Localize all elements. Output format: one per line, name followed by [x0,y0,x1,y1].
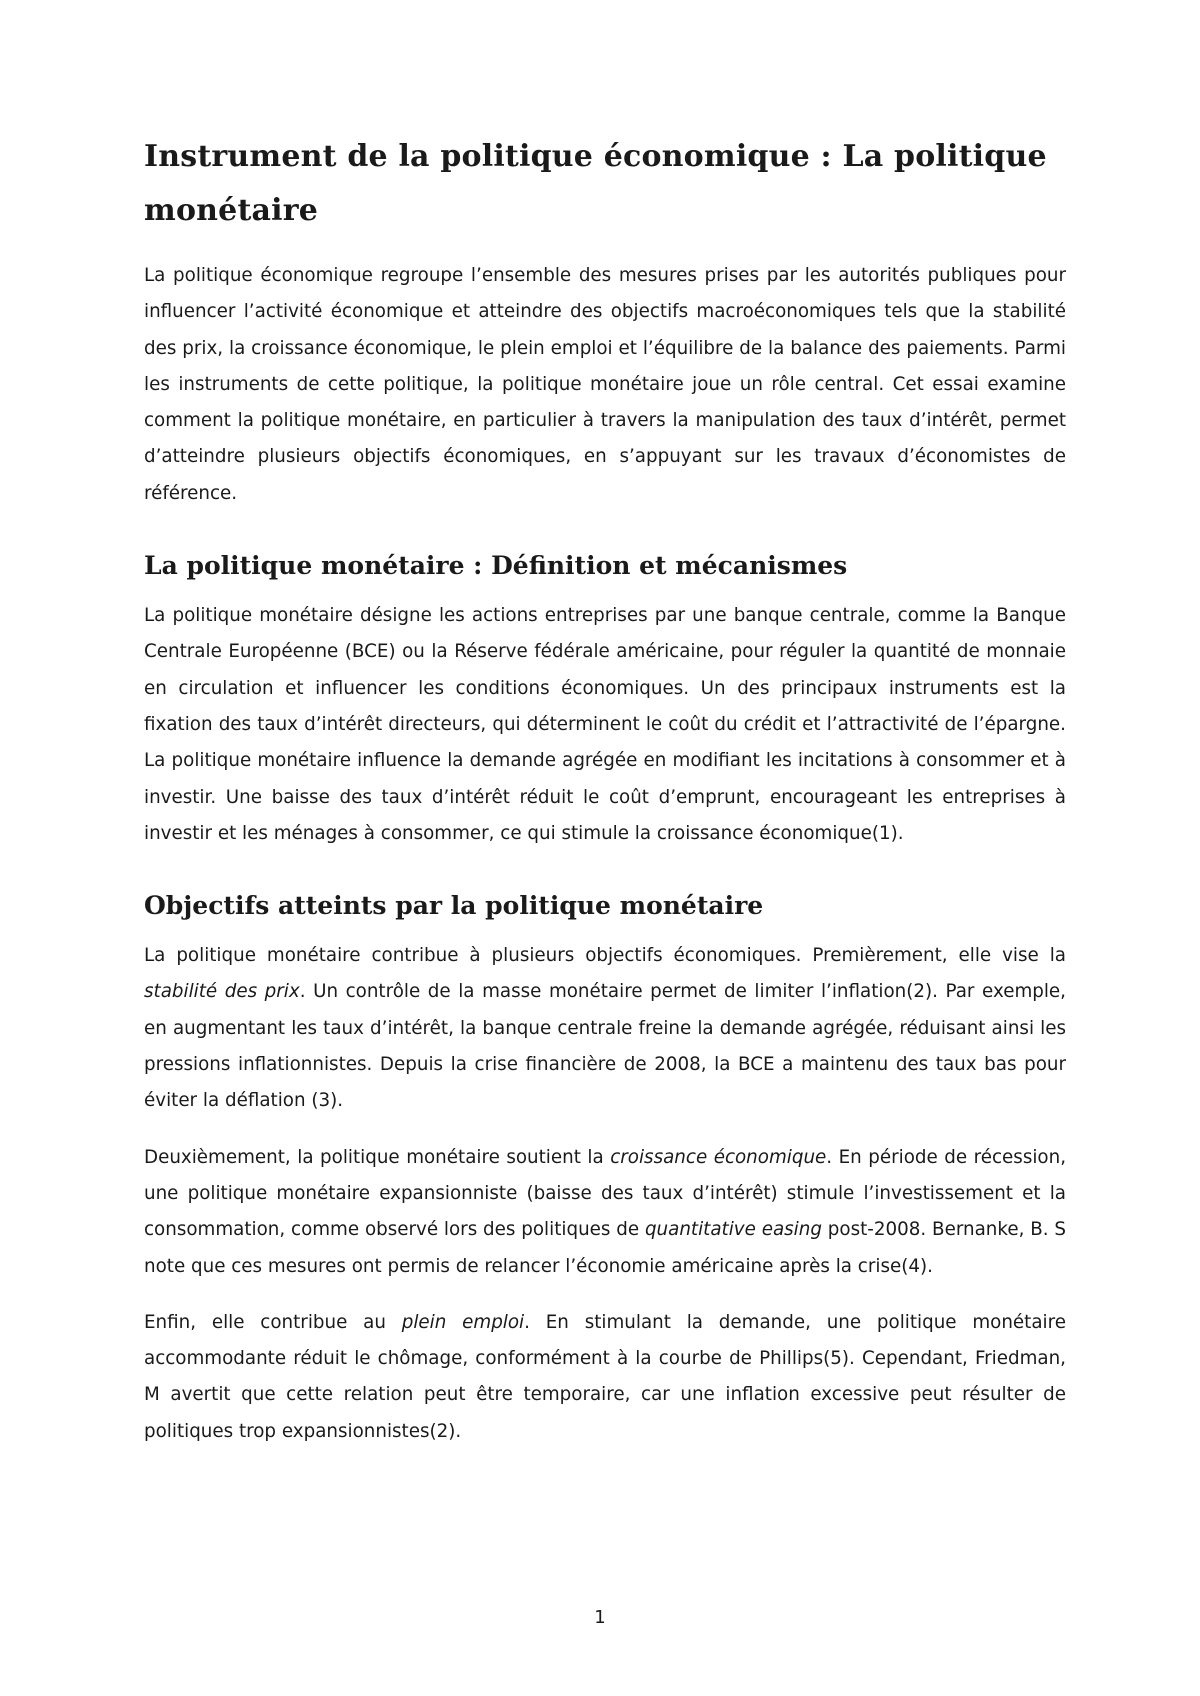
text-run: Deuxièmement, la politique monétaire soutient la [144,1146,611,1168]
objectives-paragraph-2 [144,1140,1066,1285]
text-run: . Un contrôle de la masse monétaire permet de limiter l’inflation(2). Par exemple, en augmentant les taux d’intérêt, la banque centrale freine la demande agrégée, réduisant ainsi les pressions inflationnistes. Depuis la crise financière de 2008, la BCE a maintenu des taux bas pour éviter la déflation (3). [144,981,1066,1112]
text-run: La politique monétaire contribue à plusieurs objectifs économiques. Premièrement, elle vise la [144,945,1066,967]
section-heading-definition: La politique monétaire : Définition et mécanismes [144,551,848,581]
section-heading-objectives: Objectifs atteints par la politique monétaire [144,891,764,921]
text-run: Enfin, elle contribue au [144,1311,402,1333]
document-page [144,130,1066,1450]
definition-paragraph: La politique monétaire désigne les actions entreprises par une banque centrale, comme la Banque Centrale Européenne (BCE) ou la Réserve fédérale américaine, pour réguler la quantité de monnaie en circulation et influencer les conditions économiques. Un des principaux instruments est la fixation des taux d’intérêt directeurs, qui déterminent le coût du crédit et l’attractivité de l’épargne. La politique monétaire influence la demande agrégée en modifiant les incitations à consommer et à investir. Une baisse des taux d’intérêt réduit le coût d’emprunt, encourageant les entreprises à investir et les ménages à consommer, ce qui stimule la croissance économique(1). [144,605,1066,844]
intro-paragraph: La politique économique regroupe l’ensemble des mesures prises par les autorités publiques pour influencer l’activité économique et atteindre des objectifs macroéconomiques tels que la stabilité des prix, la croissance économique, le plein emploi et l’équilibre de la balance des paiements. Parmi les instruments de cette politique, la politique monétaire joue un rôle central. Cet essai examine comment la politique monétaire, en particulier à travers la manipulation des taux d’intérêt, permet d’atteindre plusieurs objectifs économiques, en s’appuyant sur les travaux d’économistes de référence. [144,265,1066,504]
emphasis-term: quantitative easing [644,1219,822,1241]
objectives-paragraph-1 [144,938,1066,1119]
text-run: . En stimulant la demande, une politique monétaire accommodante réduit le chômage, conformément à la courbe de Phillips(5). Cependant, Friedman, M avertit que cette relation peut être temporaire, car une inflation excessive peut résulter de politiques trop expansionnistes(2). [144,1311,1066,1442]
objectives-paragraph-3 [144,1305,1066,1450]
emphasis-term: croissance économique [610,1146,827,1168]
emphasis-term: plein emploi [401,1311,525,1333]
text-run: . En période de récession, une politique monétaire expansionniste (baisse des taux d’intérêt) stimule l’investissement et la consommation, comme observé lors des politiques de [144,1146,1067,1241]
page-number: 1 [594,1607,606,1628]
document-title: Instrument de la politique économique : La politique monétaire [144,139,1047,228]
text-run: post-2008. Bernanke, B. S note que ces mesures ont permis de relancer l’économie américaine après la crise(4). [144,1219,1067,1277]
emphasis-term: stabilité des prix [144,981,300,1003]
